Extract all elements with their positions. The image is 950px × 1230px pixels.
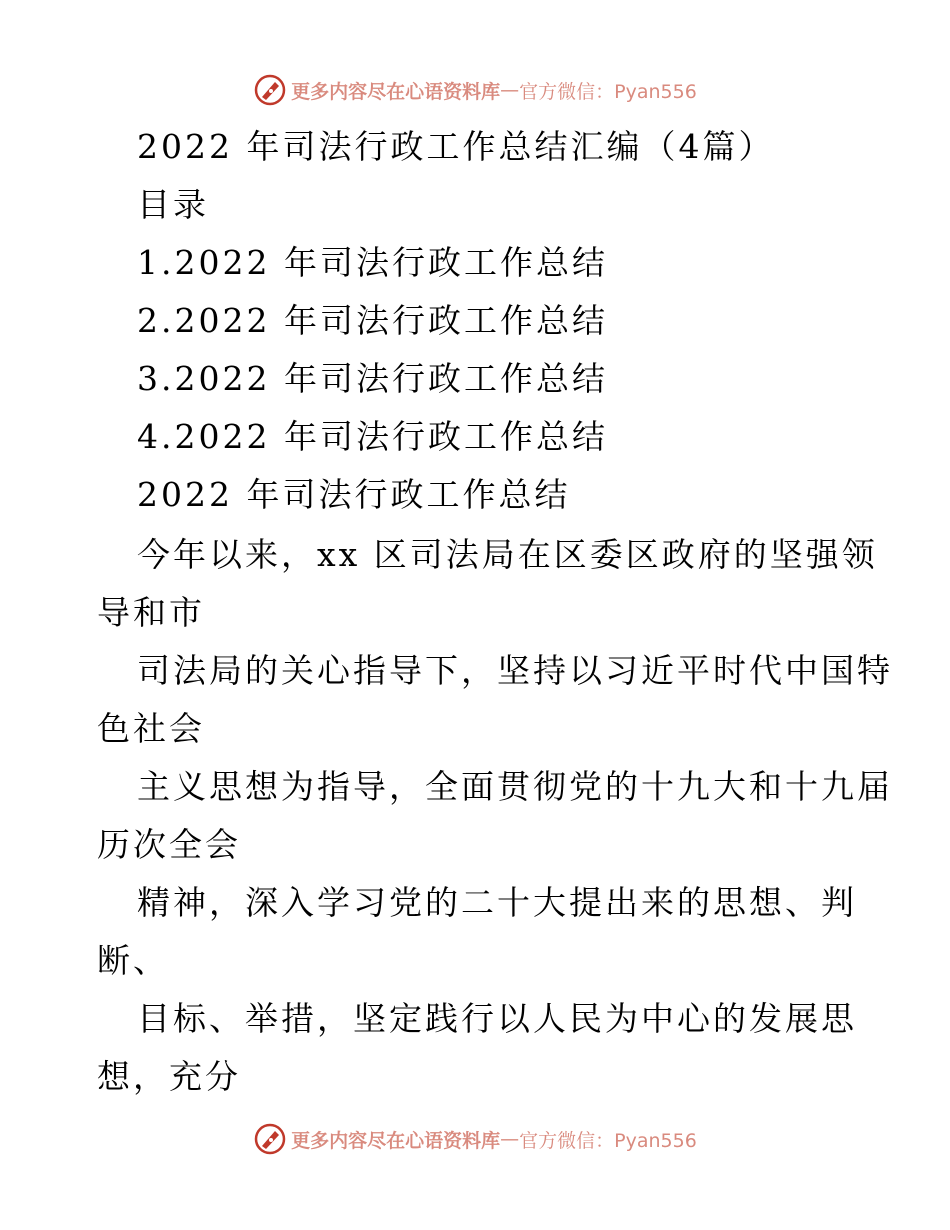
- section-title: 2022 年司法行政工作总结: [137, 475, 571, 514]
- watermark-separator: —: [500, 1128, 520, 1150]
- paragraph-line: 导和市: [97, 593, 205, 632]
- toc-item: 3.2022 年司法行政工作总结: [137, 359, 608, 398]
- toc-item: 2.2022 年司法行政工作总结: [137, 301, 608, 340]
- paragraph-line: 精神，深入学习党的二十大提出来的思想、判: [137, 883, 857, 922]
- paragraph-line: 目标、举措，坚定践行以人民为中心的发展思: [137, 999, 857, 1038]
- watermark-brand: 更多内容尽在心语资料库: [291, 1129, 501, 1152]
- paragraph-line: 主义思想为指导，全面贯彻党的十九大和十九届: [137, 767, 893, 806]
- watermark-brand: 更多内容尽在心语资料库: [291, 80, 501, 103]
- watermark-header: [0, 70, 950, 110]
- paragraph-line: 历次全会: [97, 825, 241, 864]
- watermark-contact: 官方微信：Pyan556: [519, 1129, 697, 1152]
- toc-item: 4.2022 年司法行政工作总结: [137, 417, 608, 456]
- paragraph-line: 色社会: [97, 709, 205, 748]
- paragraph-line: 想，充分: [97, 1057, 241, 1096]
- watermark-contact: 官方微信：Pyan556: [519, 80, 697, 103]
- watermark-footer: [0, 1119, 950, 1159]
- paragraph-line: 司法局的关心指导下，坚持以习近平时代中国特: [137, 651, 893, 690]
- watermark-separator: —: [500, 79, 520, 101]
- toc-heading: 目录: [137, 185, 209, 224]
- toc-item: 1.2022 年司法行政工作总结: [137, 243, 608, 282]
- fountain-pen-nib-logo-icon: [253, 73, 287, 107]
- fountain-pen-nib-logo-icon: [253, 1122, 287, 1156]
- document-title: 2022 年司法行政工作总结汇编（4篇）: [137, 127, 775, 166]
- paragraph-line: 今年以来，xx 区司法局在区委区政府的坚强领: [137, 535, 878, 574]
- paragraph-line: 断、: [97, 941, 169, 980]
